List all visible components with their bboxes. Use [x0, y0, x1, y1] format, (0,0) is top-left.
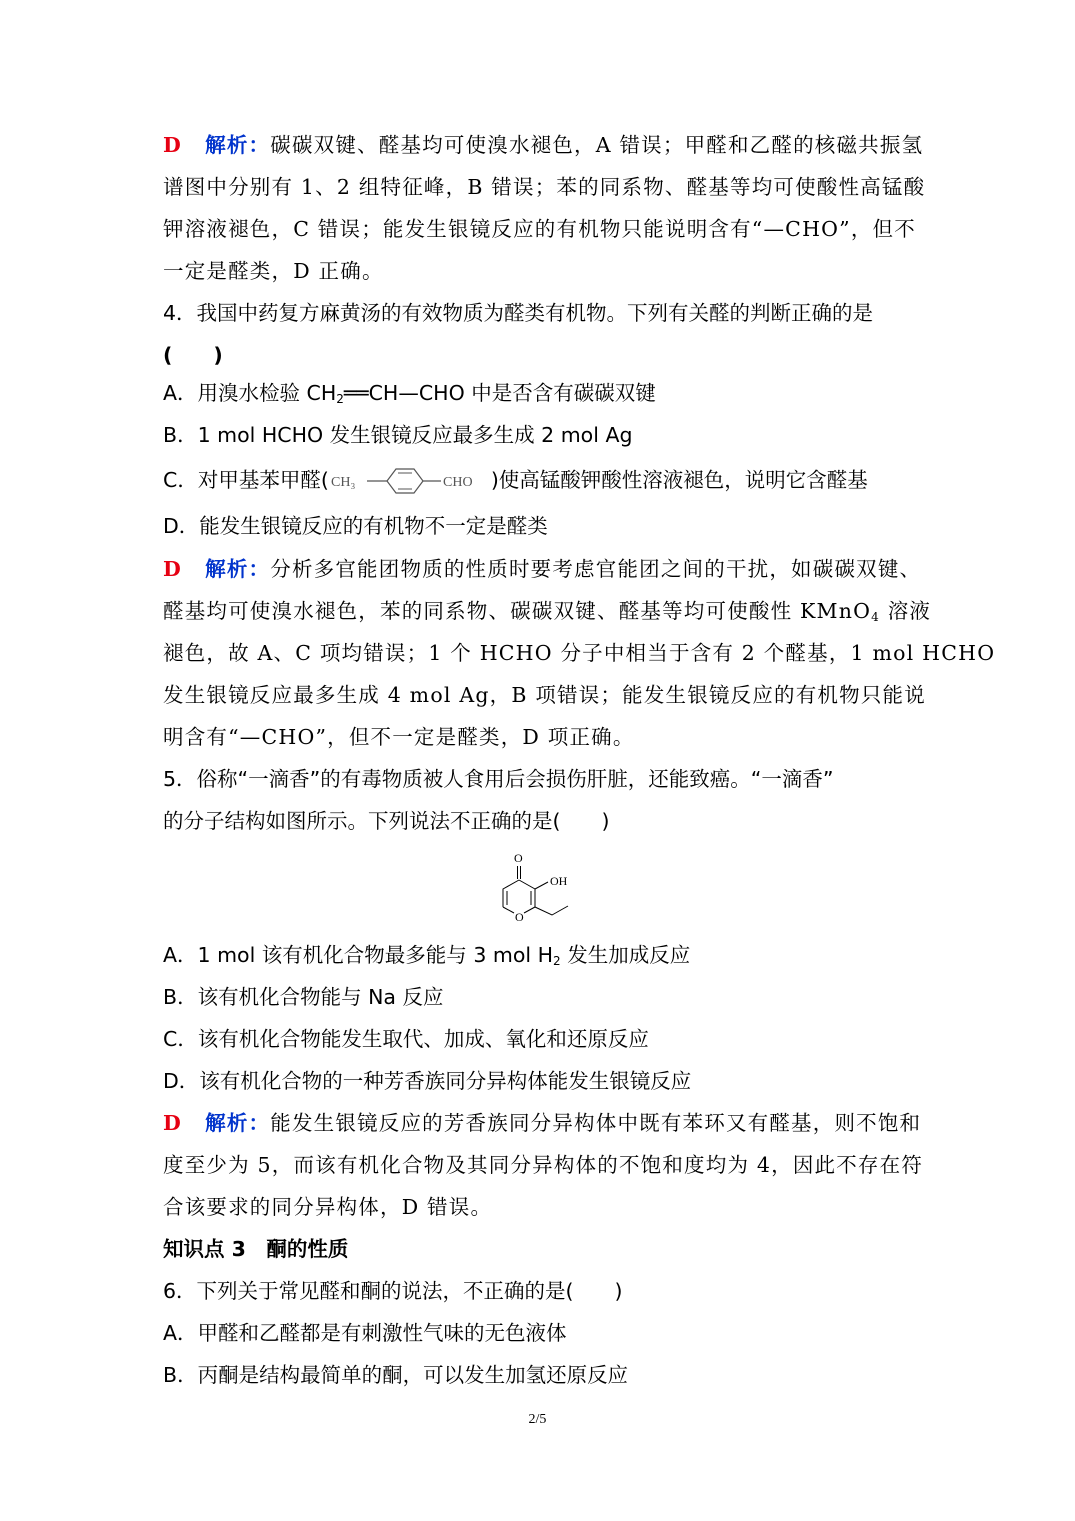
q4-analysis-line2: 醛基均可使溴水褪色，苯的同系物、碳碳双键、醛基等均可使酸性 KMnO$_4$ 溶液: [163, 599, 932, 624]
p-tolualdehyde-structure: [329, 467, 491, 495]
q5-option-b: B．该有机化合物能与 Na 反应: [163, 985, 444, 1009]
maltol-structure: [490, 845, 590, 930]
q4-option-c: C．对甲基苯甲醛( CH₃ CHO )使高锰酸钾酸性溶液褪色，说明它含醛基: [163, 465, 868, 495]
ring-o-label: O: [515, 910, 524, 924]
q4-stem-line1: 4．我国中药复方麻黄汤的有效物质为醛类有机物。下列有关醛的判断正确的是: [163, 301, 874, 325]
q5-option-d: D．该有机化合物的一种芳香族同分异构体能发生银镜反应: [163, 1069, 692, 1093]
answer-letter: D: [163, 133, 182, 157]
analysis-text: 分析多官能团物质的性质时要考虑官能团之间的干扰，如碳碳双键、: [270, 557, 922, 581]
q6-option-b: B．丙酮是结构最简单的酮，可以发生加氢还原反应: [163, 1363, 629, 1387]
analysis-text: 碳碳双键、醛基均可使溴水褪色，A 错误；甲醛和乙醛的核磁共振氢: [270, 133, 924, 157]
section-heading: 知识点 3 酮的性质: [163, 1237, 349, 1261]
q5-analysis-line1: [163, 1108, 921, 1138]
cho-label: CHO: [442, 475, 473, 490]
hydroxyl-label: OH: [550, 874, 568, 888]
analysis-tag: 解析：: [205, 557, 271, 581]
carbonyl-o-label: O: [514, 851, 523, 865]
q4-analysis-line3: 褪色，故 A、C 项均错误；1 个 HCHO 分子中相当于含有 2 个醛基，1 mol HCHO: [163, 641, 996, 665]
q5-stem-line2: 的分子结构如图所示。下列说法不正确的是( ): [163, 809, 610, 833]
q3-analysis-line1: [163, 130, 923, 160]
q3-analysis-line2: 谱图中分别有 1、2 组特征峰，B 错误；苯的同系物、醛基等均可使酸性高锰酸: [163, 175, 926, 199]
q6-option-a: A．甲醛和乙醛都是有刺激性气味的无色液体: [163, 1321, 567, 1345]
answer-letter: D: [163, 557, 182, 581]
analysis-text: 能发生银镜反应的芳香族同分异构体中既有苯环又有醛基，则不饱和: [270, 1111, 922, 1135]
q4-analysis-line1: [163, 554, 921, 584]
q5-option-a: A．1 mol 该有机化合物最多能与 3 mol $H_2$ 发生加成反应: [163, 943, 691, 968]
analysis-tag: 解析：: [205, 1111, 271, 1135]
q5-stem-line1: 5．俗称“一滴香”的有毒物质被人食用后会损伤肝脏，还能致癌。“一滴香”: [163, 767, 834, 791]
q3-analysis-line3: 钾溶液褪色，C 错误；能发生银镜反应的有机物只能说明含有“—CHO”，但不: [163, 217, 916, 241]
q3-analysis-line4: 一定是醛类，D 正确。: [163, 259, 384, 283]
page-number: 2/5: [528, 1412, 547, 1427]
q4-option-d: D．能发生银镜反应的有机物不一定是醛类: [163, 514, 548, 538]
q6-stem: 6．下列关于常见醛和酮的说法，不正确的是( ): [163, 1279, 623, 1303]
analysis-tag: 解析：: [205, 133, 271, 157]
q4-stem-line2: ( ): [163, 343, 223, 367]
q4-analysis-line4: 发生银镜反应最多生成 4 mol Ag，B 项错误；能发生银镜反应的有机物只能说: [163, 683, 926, 707]
q4-analysis-line5: 明含有“—CHO”，但不一定是醛类，D 项正确。: [163, 725, 635, 749]
q4-option-b: B．1 mol HCHO 发生银镜反应最多生成 2 mol Ag: [163, 423, 633, 447]
answer-letter: D: [163, 1111, 182, 1135]
ch3-label: CH₃: [330, 475, 356, 490]
q4-option-a: A．用溴水检验 $CH_2══CH—CHO$ 中是否含有碳碳双键: [163, 381, 656, 406]
q5-analysis-line2: 度至少为 5，而该有机化合物及其同分异构体的不饱和度均为 4，因此不存在符: [163, 1153, 924, 1177]
q5-option-c: C．该有机化合物能发生取代、加成、氧化和还原反应: [163, 1027, 649, 1051]
q5-analysis-line3: 合该要求的同分异构体，D 错误。: [163, 1195, 493, 1219]
